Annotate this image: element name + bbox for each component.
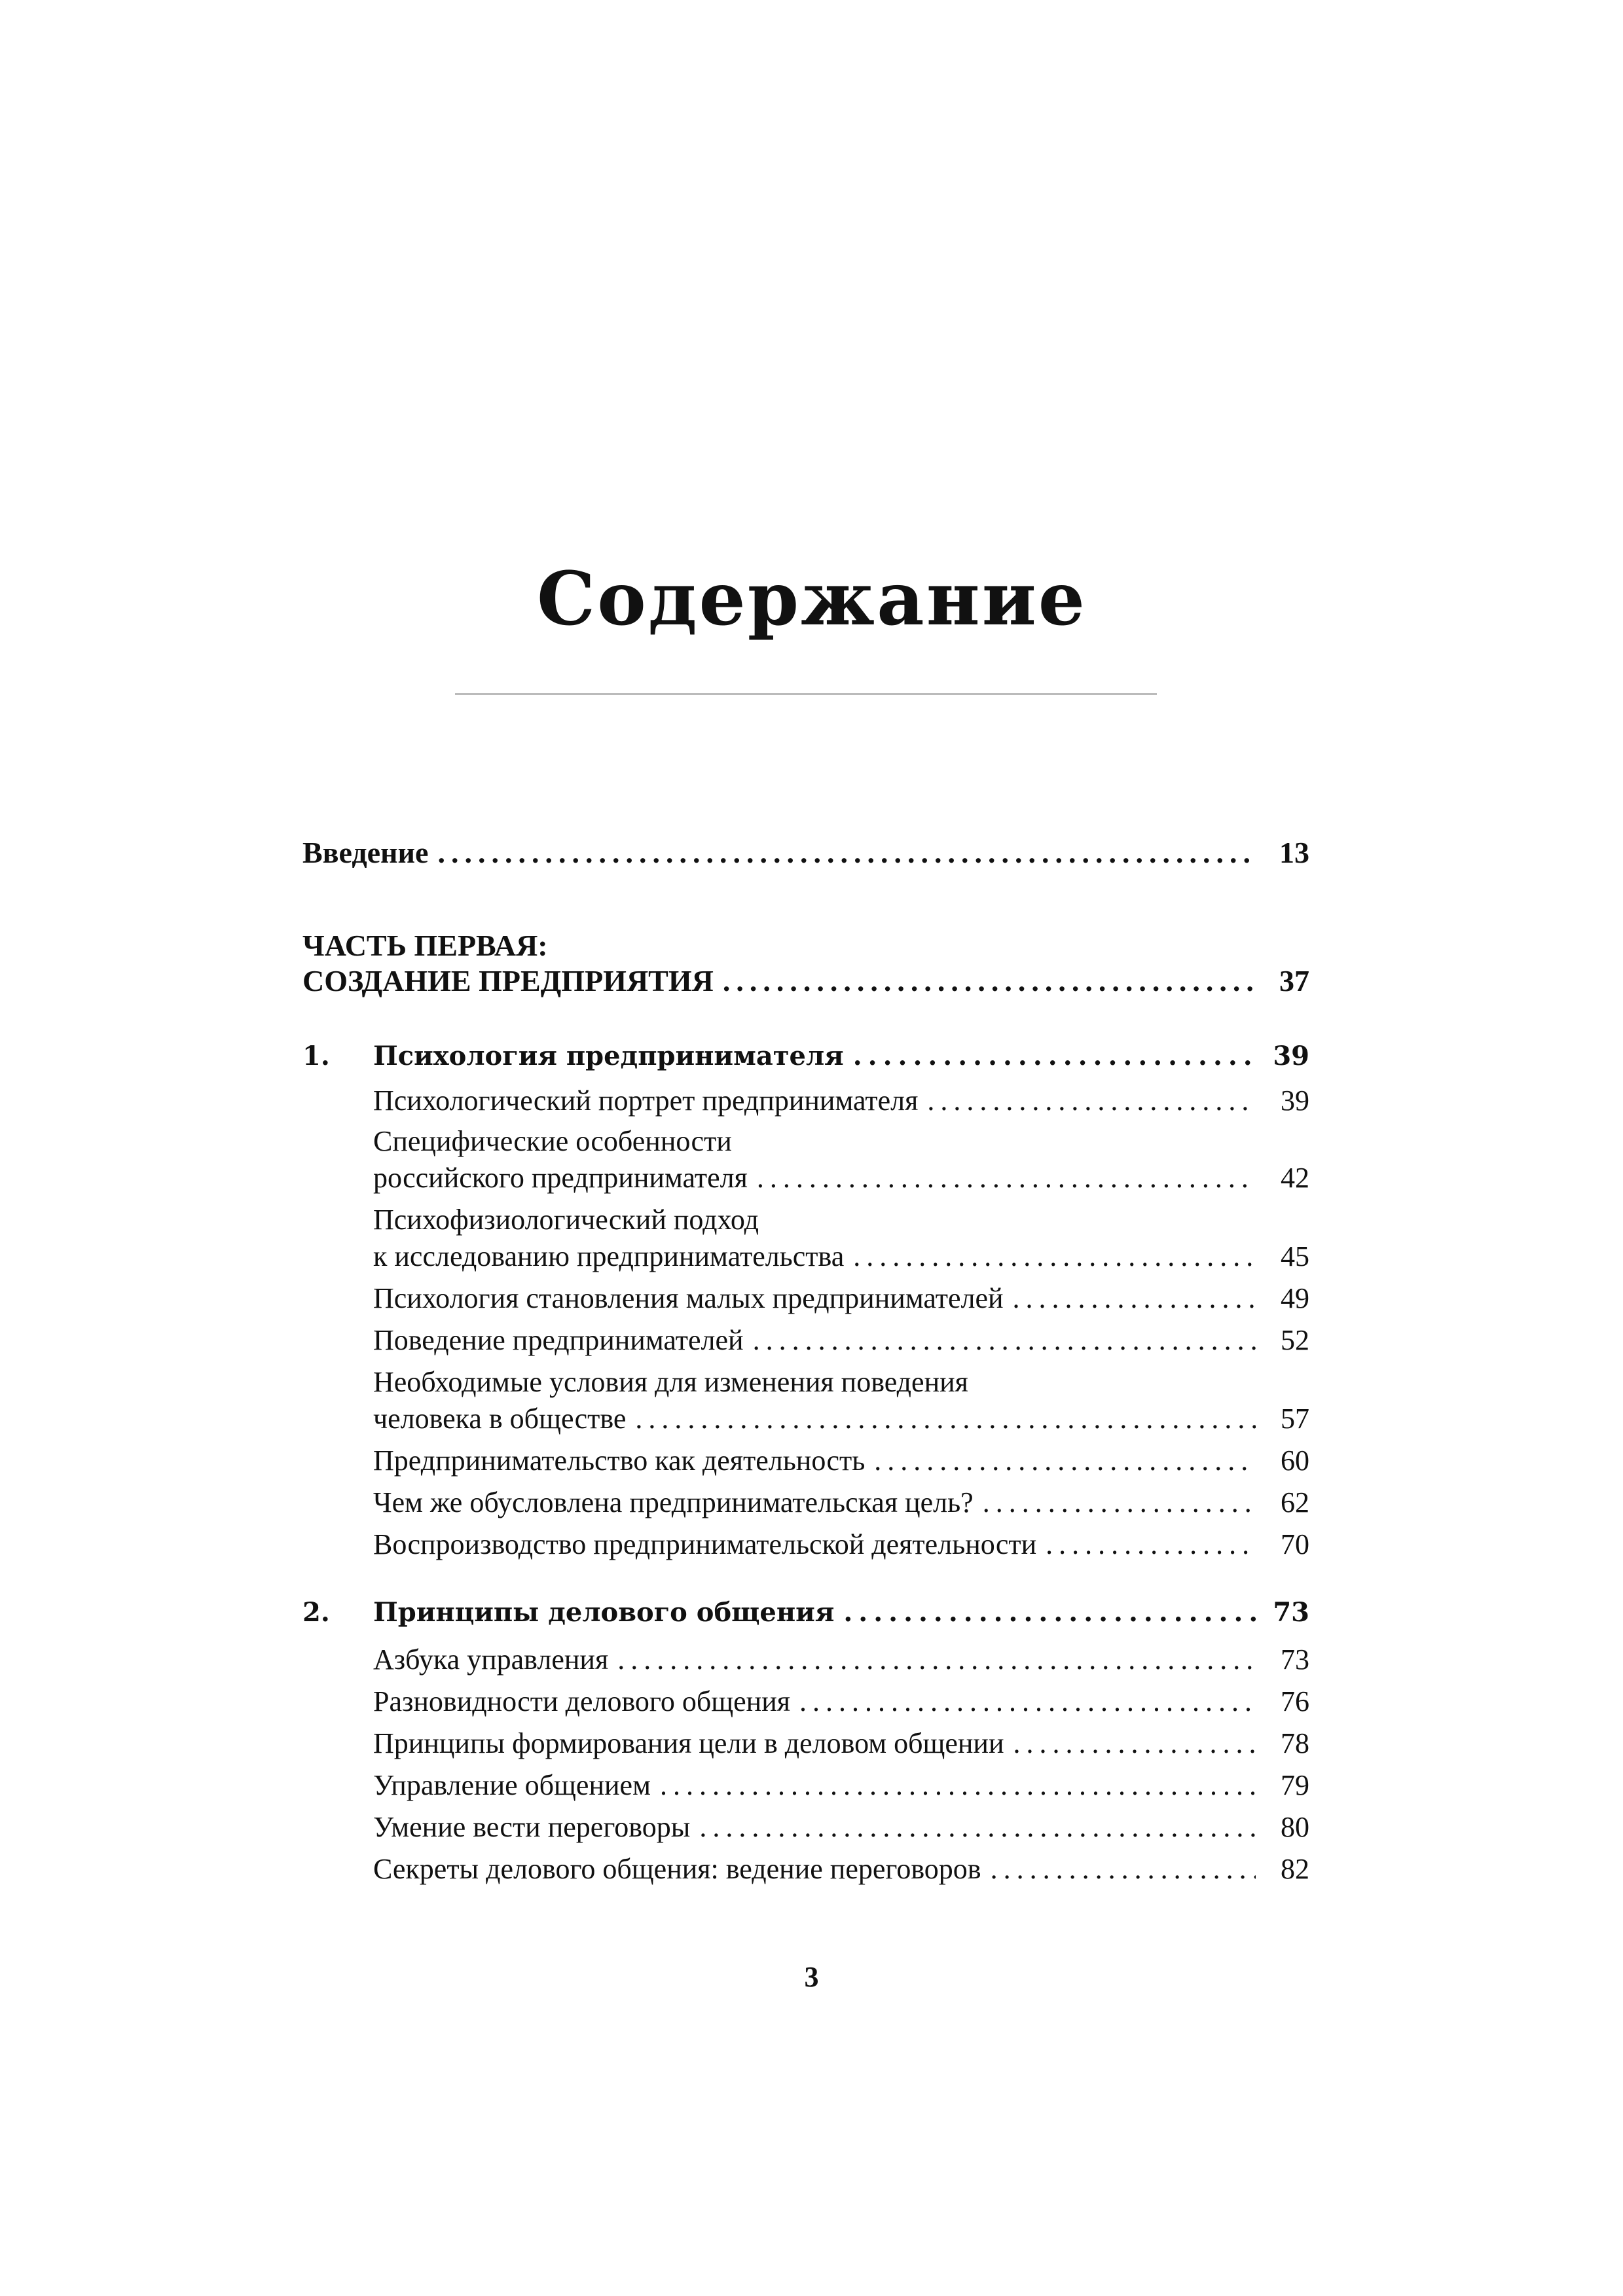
toc-section[interactable] (373, 1768, 1309, 1810)
toc-section-label-line1: Специфические особенности (373, 1125, 732, 1157)
toc-section[interactable] (373, 1161, 1309, 1203)
toc-section[interactable] (373, 1486, 1309, 1528)
toc-section[interactable] (373, 1323, 1309, 1365)
toc-section[interactable] (373, 1643, 1309, 1685)
leader-dots (723, 963, 1256, 998)
toc-section[interactable] (373, 1444, 1309, 1486)
toc-section[interactable] (373, 1685, 1309, 1727)
toc-section[interactable] (373, 1282, 1309, 1323)
page-title: Содержание (536, 556, 1087, 642)
toc-section-label: Воспроизводство предпринимательской деятельности (373, 1528, 1037, 1560)
toc-section[interactable] (373, 1852, 1309, 1894)
toc-section-label-line1: Необходимые условия для изменения поведения (373, 1366, 968, 1398)
toc-page-number: 79 (1281, 1769, 1309, 1801)
toc-section[interactable] (373, 1402, 1309, 1444)
toc-section-label: человека в обществе (373, 1403, 627, 1435)
toc-entry-label: Психология предпринимателя (373, 1041, 844, 1071)
toc-page-number: 13 (1279, 836, 1309, 869)
toc-page-number: 39 (1281, 1085, 1309, 1117)
toc-page-number: 39 (1273, 1041, 1309, 1071)
leader-dots (983, 1486, 1256, 1519)
toc-page-number: 76 (1281, 1685, 1309, 1717)
toc-section[interactable] (373, 1240, 1309, 1282)
title-divider (455, 693, 1157, 695)
toc-entry-chapter-1[interactable] (302, 1041, 1309, 1083)
toc-section-label: Азбука управления (373, 1643, 609, 1676)
chapter-number: 1. (302, 1041, 330, 1071)
leader-dots (799, 1685, 1256, 1718)
toc-section-label: Психология становления малых предпринимателей (373, 1282, 1004, 1314)
toc-section-label: Поведение предпринимателей (373, 1324, 744, 1356)
leader-dots (991, 1852, 1256, 1886)
toc-page-number: 73 (1281, 1643, 1309, 1676)
toc-page-number: 42 (1281, 1162, 1309, 1194)
toc-section[interactable] (373, 1528, 1309, 1570)
toc-entry-intro[interactable] (302, 835, 1309, 877)
toc-page-number: 82 (1281, 1853, 1309, 1885)
leader-dots (699, 1810, 1256, 1844)
toc-section-label: Управление общением (373, 1769, 651, 1801)
leader-dots (1013, 1282, 1256, 1315)
toc-entry-chapter-2[interactable] (302, 1597, 1309, 1639)
toc-page-number: 37 (1279, 964, 1309, 997)
toc-entry-part1[interactable] (302, 963, 1309, 1005)
toc-page-number: 45 (1281, 1240, 1309, 1272)
toc-entry-label: Принципы делового общения (373, 1597, 835, 1628)
leader-dots (874, 1444, 1256, 1477)
leader-dots (1046, 1528, 1256, 1561)
toc-section[interactable] (373, 1810, 1309, 1852)
toc-page-number: 49 (1281, 1282, 1309, 1314)
toc-section-label: Принципы формирования цели в деловом общении (373, 1727, 1004, 1759)
toc-section-label: Психологический портрет предпринимателя (373, 1085, 919, 1117)
leader-dots (437, 835, 1256, 870)
leader-dots (617, 1643, 1256, 1676)
leader-dots (757, 1161, 1256, 1194)
toc-section-label: Секреты делового общения: ведение переговоров (373, 1853, 981, 1885)
toc-page-number: 62 (1281, 1486, 1309, 1518)
toc-section-label: Чем же обусловлена предпринимательская цель? (373, 1486, 974, 1518)
toc-section-label: к исследованию предпринимательства (373, 1240, 845, 1272)
toc-section[interactable] (373, 1727, 1309, 1768)
leader-dots (853, 1240, 1256, 1273)
toc-section[interactable] (373, 1084, 1309, 1126)
toc-page-number: 52 (1281, 1324, 1309, 1356)
toc-page-number: 80 (1281, 1811, 1309, 1843)
toc-section-label-line1: Психофизиологический подход (373, 1204, 759, 1236)
leader-dots (753, 1323, 1256, 1357)
part-heading-line1: ЧАСТЬ ПЕРВАЯ: (302, 929, 548, 962)
leader-dots (927, 1084, 1256, 1117)
toc-page-number: 70 (1281, 1528, 1309, 1560)
toc-section-label: Умение вести переговоры (373, 1811, 691, 1843)
leader-dots (853, 1041, 1256, 1071)
leader-dots (843, 1597, 1256, 1628)
page-number: 3 (804, 1961, 819, 1993)
leader-dots (660, 1768, 1256, 1802)
toc-section-label: Предпринимательство как деятельность (373, 1444, 866, 1477)
chapter-number: 2. (302, 1597, 330, 1628)
toc-section-label: Разновидности делового общения (373, 1685, 791, 1717)
toc-page-number: 78 (1281, 1727, 1309, 1759)
toc-page-number: 60 (1281, 1444, 1309, 1477)
leader-dots (635, 1402, 1256, 1435)
toc-page-number: 57 (1281, 1403, 1309, 1435)
toc-entry-label: Введение (302, 836, 429, 869)
toc-page-number: 73 (1273, 1597, 1309, 1628)
leader-dots (1013, 1727, 1256, 1760)
toc-entry-label: СОЗДАНИЕ ПРЕДПРИЯТИЯ (302, 964, 714, 997)
toc-section-label: российского предпринимателя (373, 1162, 748, 1194)
